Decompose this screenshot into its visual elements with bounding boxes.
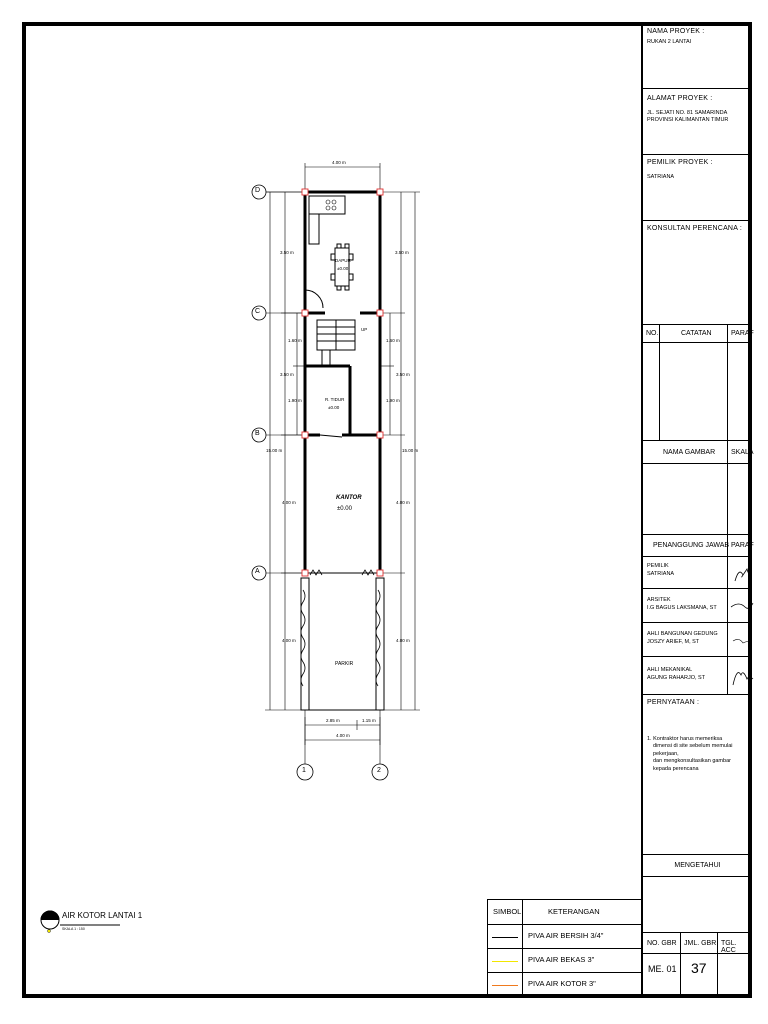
no-gbr-label: NO. GBR xyxy=(647,940,677,947)
legend-desc-header: KETERANGAN xyxy=(548,907,600,916)
pipe-clean-line-icon xyxy=(492,937,518,938)
room-office: KANTOR xyxy=(336,495,362,501)
statement-line: pekerjaan, xyxy=(653,750,679,757)
dim-left-a-end: 4.00 m xyxy=(282,638,296,643)
signature-icon xyxy=(643,657,754,695)
legend-row xyxy=(488,925,641,949)
statement-label: PERNYATAAN : xyxy=(647,699,700,706)
dim-left-ba: 4.00 m xyxy=(282,500,296,505)
legend-row xyxy=(488,973,641,997)
person-role: AHLI BANGUNAN GEDUNG xyxy=(647,631,718,637)
scale-header: SKALA xyxy=(731,449,754,456)
dim-top: 4.00 m xyxy=(332,160,346,165)
project-name-label: NAMA PROYEK : xyxy=(647,28,705,35)
dim-right-dc: 3.50 m xyxy=(395,250,409,255)
sheet-number-header xyxy=(643,933,752,954)
legend-table xyxy=(487,899,641,998)
owner-section xyxy=(643,155,752,221)
acknowledge-label: MENGETAHUI xyxy=(674,862,721,869)
dim-left-total: 15.00 m xyxy=(266,448,283,453)
address-line-1: JL. SEJATI NO. 81 SAMARINDA xyxy=(647,110,728,116)
responsible-header-row xyxy=(643,535,752,557)
address-line-2: PROVINSI KALIMANTAN TIMUR xyxy=(647,117,729,124)
notes-section xyxy=(643,325,752,441)
statement-line: 1. Kontraktor harus memeriksa xyxy=(647,736,723,742)
person-row xyxy=(643,623,752,657)
signature-icon xyxy=(643,557,754,589)
grid-label-d: D xyxy=(255,187,261,194)
sheet-count: 37 xyxy=(691,960,707,976)
owner-label: PEMILIK PROYEK : xyxy=(647,159,713,166)
person-row xyxy=(643,657,752,695)
dim-right-cb2: 1.90 m xyxy=(386,398,400,403)
sheet-number: ME. 01 xyxy=(648,964,677,974)
dim-right-a-end: 4.00 m xyxy=(396,638,410,643)
legend-item-label: PIVA AIR BEKAS 3" xyxy=(528,955,595,964)
grid-label-1: 1 xyxy=(302,767,306,774)
dim-left-dc: 3.50 m xyxy=(280,250,294,255)
person-row xyxy=(643,557,752,589)
consultant-label: KONSULTAN PERENCANA : xyxy=(647,225,742,232)
stair-up-label: UP xyxy=(361,327,368,332)
person-role: ARSITEK xyxy=(647,597,671,603)
room-kitchen-level: ±0.00 xyxy=(337,266,349,271)
drawing-title: AIR KOTOR LANTAI 1 xyxy=(62,911,143,920)
legend-item-label: PIVA AIR BERSIH 3/4" xyxy=(528,931,604,940)
grid-label-a: A xyxy=(255,568,260,575)
statement-line: dan mengkonsultasikan gambar xyxy=(653,758,731,765)
person-name: SATRIANA xyxy=(647,571,675,577)
statement-line: kepada perencana xyxy=(653,765,699,772)
person-role: AHLI MEKANIKAL xyxy=(647,667,693,673)
dim-right-cb: 3.50 m xyxy=(396,372,410,377)
responsible-header: PENANGGUNG JAWAB xyxy=(653,542,730,549)
grid-label-2: 2 xyxy=(377,767,381,774)
notes-no-header: NO. xyxy=(646,330,659,337)
notes-header: CATATAN xyxy=(681,330,712,337)
room-bedroom: R. TIDUR xyxy=(325,397,345,402)
signature-icon xyxy=(643,623,754,657)
person-name: AGUNG RAHARJO, ST xyxy=(647,675,706,681)
signature-icon xyxy=(643,589,754,623)
sheet-number-row xyxy=(643,954,752,998)
person-name: JOSZY ARIEF, M, ST xyxy=(647,639,700,645)
responsible-paraf-header: PARAF xyxy=(731,542,754,549)
jml-gbr-label: JML. GBR xyxy=(684,940,717,947)
dim-left-cb: 3.50 m xyxy=(280,372,294,377)
dim-bottom-b: 1.15 m xyxy=(362,718,376,723)
dim-right-total: 15.00 m xyxy=(402,448,419,453)
statement-line: dimensi di site sebelum memulai xyxy=(653,743,733,750)
acknowledge-signature-area xyxy=(643,877,752,933)
person-row xyxy=(643,589,752,623)
dim-left-cb1: 1.60 m xyxy=(288,338,302,343)
dim-left-cb2: 1.90 m xyxy=(288,398,302,403)
drawing-scale: SKALA 1 : 150 xyxy=(62,927,85,931)
room-bedroom-level: ±0.00 xyxy=(328,405,340,410)
room-parking: PARKIR xyxy=(335,661,354,667)
pipe-grey-line-icon xyxy=(492,961,518,962)
owner-name: SATRIANA xyxy=(647,174,675,180)
title-block xyxy=(641,26,752,998)
project-name-section xyxy=(643,26,752,89)
consultant-section xyxy=(643,221,752,325)
dim-right-ba: 4.00 m xyxy=(396,500,410,505)
statement-section xyxy=(643,695,752,855)
legend-symbol-header: SIMBOL xyxy=(493,907,522,916)
tgl-acc-label: TGL. ACC xyxy=(721,940,737,954)
legend-header xyxy=(488,900,641,925)
pipe-sewage-line-icon xyxy=(492,985,518,986)
dim-bottom-a: 2.85 m xyxy=(326,718,340,723)
legend-row xyxy=(488,949,641,973)
drawing-name-header: NAMA GAMBAR xyxy=(663,449,716,456)
notes-paraf-header: PARAF xyxy=(731,330,754,337)
legend-item-label: PIVA AIR KOTOR 3" xyxy=(528,979,596,988)
drawing-name-section xyxy=(643,441,752,535)
address-label: ALAMAT PROYEK : xyxy=(647,95,713,102)
room-kitchen: DAPUR xyxy=(335,258,351,263)
person-name: I.G BAGUS LAKSMANA, ST xyxy=(647,605,717,611)
grid-label-c: C xyxy=(255,308,261,315)
acknowledge-header xyxy=(643,855,752,877)
address-section xyxy=(643,89,752,155)
room-office-level: ±0.00 xyxy=(337,506,352,512)
grid-label-b: B xyxy=(255,430,260,437)
dim-bottom-total: 4.00 m xyxy=(336,733,350,738)
person-role: PEMILIK xyxy=(647,563,669,569)
project-name: RUKAN 2 LANTAI xyxy=(647,39,692,45)
dim-right-cb1: 1.60 m xyxy=(386,338,400,343)
